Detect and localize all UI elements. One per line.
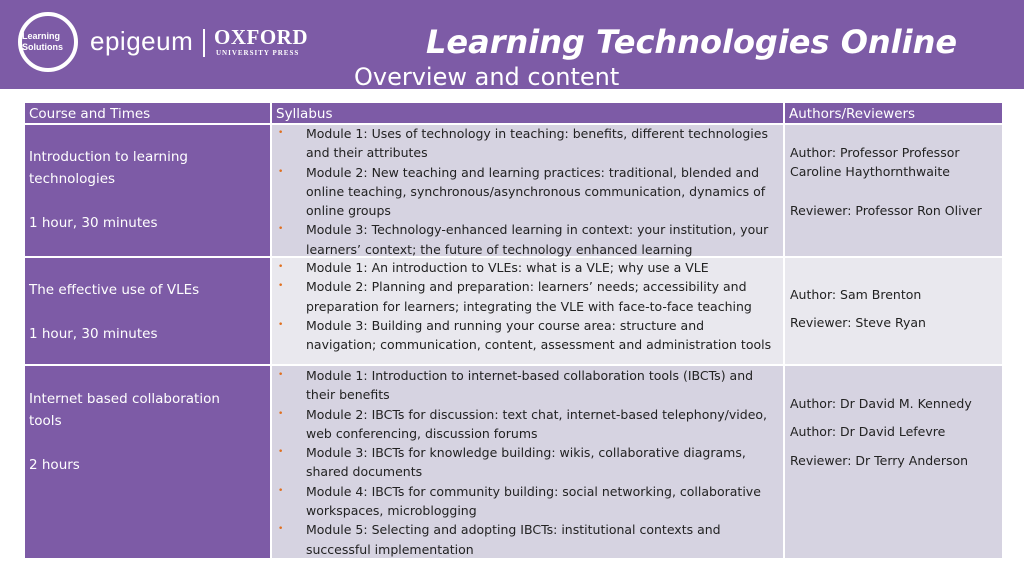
syllabus-cell-vles: [272, 258, 783, 364]
course-title-line: Internet based collaboration: [29, 391, 220, 407]
course-cell-intro: [25, 125, 270, 256]
epigeum-logo: epigeum: [90, 26, 194, 56]
bullet-icon: •: [278, 447, 284, 458]
course-cell-ibct: [25, 366, 270, 558]
author-entry: Author: Professor Professor Caroline Haythornthwaite: [790, 145, 960, 180]
syllabus-module: • Module 1: An introduction to VLEs: what is a VLE; why use a VLE: [306, 258, 777, 277]
bullet-icon: •: [278, 128, 284, 138]
oxford-logo-subtext: UNIVERSITY PRESS: [216, 49, 300, 57]
reviewer-entry: Reviewer: Professor Ron Oliver: [790, 202, 982, 218]
learning-solutions-logo-text: [22, 31, 82, 53]
oxford-logo: OXFORD: [214, 25, 308, 49]
course-duration: 2 hours: [29, 457, 80, 473]
course-title-line: Introduction to learning: [29, 149, 188, 165]
bullet-icon: •: [278, 166, 284, 177]
column-header-authors: Authors/Reviewers: [785, 103, 1002, 123]
course-duration: 1 hour, 30 minutes: [29, 326, 158, 342]
page-subtitle: Overview and content: [354, 63, 620, 91]
bullet-icon: •: [278, 524, 284, 535]
bullet-icon: •: [278, 370, 284, 380]
syllabus-cell-intro: [272, 125, 783, 256]
course-title-line: tools: [29, 413, 62, 429]
column-header-syllabus: Syllabus: [272, 103, 783, 123]
page-title: Learning Technologies Online: [426, 23, 958, 61]
logo-text-line1: Learning: [22, 31, 61, 41]
bullet-icon: •: [278, 485, 284, 496]
syllabus-module: • Module 3: IBCTs for knowledge building: wikis, collaborative diagrams, shared documents: [278, 445, 746, 480]
logo-text-line2: Solutions: [22, 42, 63, 52]
author-entry: Author: Sam Brenton: [790, 287, 922, 302]
syllabus-module: • Module 3: Technology-enhanced learning in context: your institution, your learners’ context; the future of technology enhanced learning: [278, 222, 769, 257]
column-header-course: Course and Times: [25, 103, 270, 123]
syllabus-module: • Module 3: Building and running your course area: structure and navigation; communication, content, assessment and administration tools: [278, 317, 772, 353]
syllabus-module: • Module 5: Selecting and adopting IBCTs: institutional contexts and successful implementation: [278, 522, 721, 557]
course-title-line: The effective use of VLEs: [29, 282, 200, 298]
bullet-icon: •: [278, 319, 284, 330]
syllabus-module: • Module 1: Uses of technology in teaching: benefits, different technologies and their attributes: [278, 126, 768, 161]
bullet-icon: •: [278, 281, 284, 292]
bullet-icon: •: [278, 408, 284, 419]
course-duration: 1 hour, 30 minutes: [29, 215, 158, 231]
syllabus-module: • Module 4: IBCTs for community building: social networking, collaborative workspaces, microblogging: [278, 483, 761, 519]
course-title-line: technologies: [29, 171, 116, 187]
bullet-icon: •: [278, 262, 284, 272]
authors-cell-vles: [785, 258, 1002, 364]
logo-divider: [203, 29, 205, 57]
authors-cell-ibct: [785, 366, 1002, 558]
bullet-icon: •: [278, 224, 284, 235]
authors-cell-intro: [785, 125, 1002, 256]
syllabus-module: • Module 1: Introduction to internet-based collaboration tools (IBCTs) and their benefits: [278, 368, 754, 403]
syllabus-module: • Module 2: New teaching and learning practices: traditional, blended and online teaching, synchronous/asynchronous communication, dynamics of online groups: [278, 164, 766, 219]
author-entry: Author: Dr David Lefevre: [790, 424, 946, 440]
course-cell-vles: [25, 258, 270, 364]
syllabus-module: • Module 2: IBCTs for discussion: text chat, internet-based telephony/video, web conferencing, discussion forums: [278, 406, 768, 441]
reviewer-entry: Reviewer: Dr Terry Anderson: [790, 452, 969, 468]
syllabus-cell-ibct: [272, 366, 783, 558]
syllabus-module: • Module 2: Planning and preparation: learners’ needs; accessibility and preparation for learners; integrating the VLE with face-to-face teaching: [278, 279, 752, 314]
reviewer-entry: Reviewer: Steve Ryan: [790, 315, 926, 331]
author-entry: Author: Dr David M. Kennedy: [790, 396, 972, 411]
